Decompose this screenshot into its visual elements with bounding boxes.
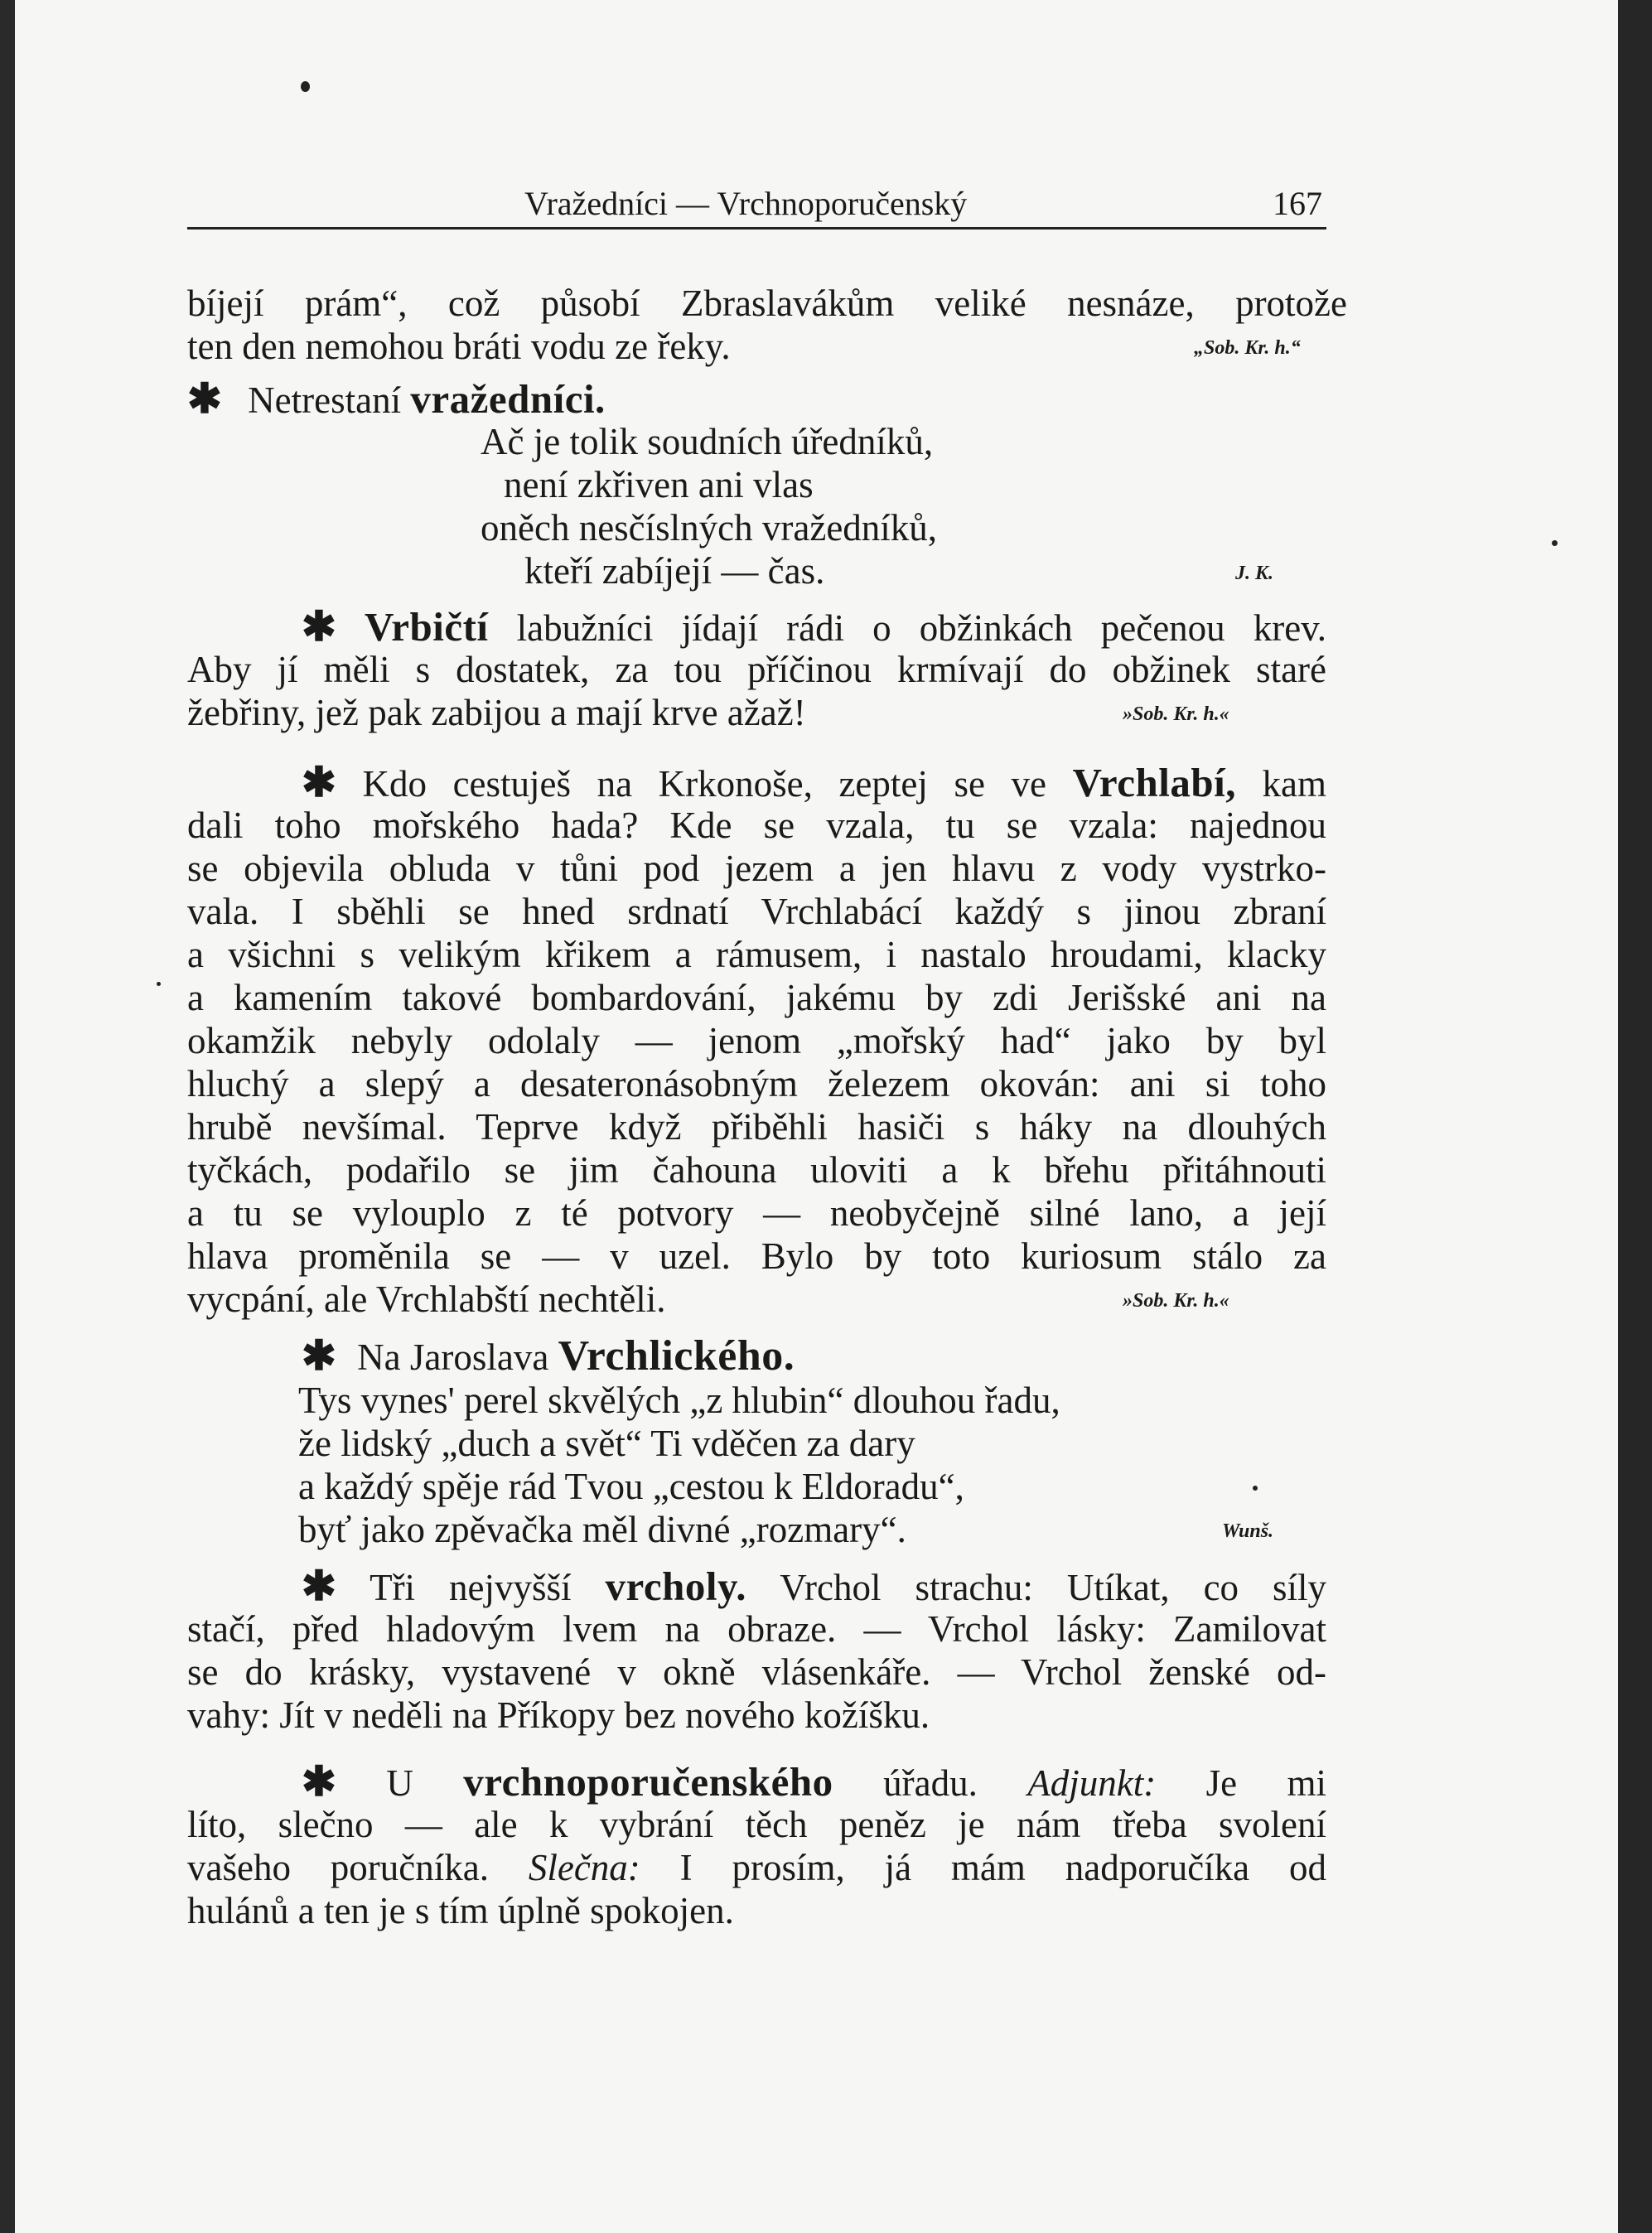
entry-heading-line (302, 1564, 1326, 1607)
entry-intro: Netrestaní (248, 379, 402, 421)
verse-line: kteří zabíjejí — čas. (524, 550, 825, 592)
entry-text: Tři nejvyšší (370, 1567, 572, 1608)
asterisk-marker: ✱ (302, 759, 336, 805)
text-line: bíjejí prám“, což působí Zbraslavákům veliké nesnáze, protože (187, 283, 1347, 324)
verse-line: Tys vynes' perel skvělých „z hlubin“ dlouhou řadu, (298, 1380, 1060, 1421)
entry-text: úřadu. (883, 1762, 978, 1804)
text-line: se objevila obluda v tůni pod jezem a jen hlavu z vody vystrko- (187, 848, 1326, 889)
entry-heading-line (302, 1760, 1326, 1803)
text-line: a kamením takové bombardování, jakému by zdi Jerišské ani na (187, 977, 1326, 1018)
speaker-label: Adjunkt: (1027, 1762, 1157, 1804)
entry-keyword: vrchnoporučenského (463, 1759, 833, 1805)
text-line: a tu se vylouplo z té potvory — neobyčejně silné lano, a její (187, 1192, 1326, 1234)
text-line: okamžik nebyly odolaly — jenom „mořský had“ jako by byl (187, 1020, 1326, 1061)
ink-speck (301, 81, 310, 92)
source-citation: J. K. (1235, 563, 1274, 584)
entry-heading-line (187, 377, 1326, 420)
verse-line: byť jako zpěvačka měl divné „rozmary“. (298, 1509, 906, 1550)
text-line: hluchý a slepý a desateronásobným železem okován: ani si toho (187, 1063, 1326, 1104)
entry-text: Kdo cestuješ na Krkonoše, zeptej se ve (362, 763, 1047, 805)
entry-text: Vrchol strachu: Utíkat, co síly (780, 1567, 1327, 1608)
ink-speck (1253, 1486, 1258, 1491)
text-line: a všichni s velikým křikem a rámusem, i nastalo hroudami, klacky (187, 934, 1326, 975)
running-title: Vražedníci — Vrchnoporučenský (524, 185, 968, 222)
text-line: ten den nemohou bráti vodu ze řeky. (187, 326, 731, 367)
text-line: vala. I sběhli se hned srdnatí Vrchlabácí každý s jinou zbraní (187, 891, 1326, 932)
entry-text: labužníci jídají rádi o obžinkách pečenou krev. (516, 607, 1327, 649)
text-line: líto, slečno — ale k vybrání těch peněz je nám třeba svolení (187, 1804, 1326, 1845)
page-edge-shadow (1618, 0, 1652, 2233)
source-citation: „Sob. Kr. h.“ (1194, 337, 1301, 359)
verse-line: není zkřiven ani vlas (504, 464, 814, 505)
text-line: dali toho mořského hada? Kde se vzala, tu se vzala: najednou (187, 805, 1326, 846)
asterisk-marker: ✱ (302, 1563, 336, 1609)
asterisk-marker: ✱ (302, 1758, 336, 1805)
text-line: hulánů a ten je s tím úplně spokojen. (187, 1890, 734, 1931)
asterisk-marker: ✱ (302, 603, 336, 650)
running-head (187, 181, 1326, 230)
text-line: hlava proměnila se — v uzel. Bylo by toto kuriosum stálo za (187, 1235, 1326, 1277)
entry-heading-line (302, 761, 1326, 804)
verse-line: že lidský „duch a svět“ Ti vděčen za dary (298, 1423, 915, 1464)
text-line: hrubě nevšímal. Teprve když přiběhli hasiči s háky na dlouhých (187, 1106, 1326, 1148)
text-line: tyčkách, podařilo se jim čahouna uloviti a k břehu přitáhnouti (187, 1149, 1326, 1191)
entry-text: Je mi (1205, 1762, 1327, 1804)
binding-shadow (0, 0, 15, 2233)
ink-speck (157, 982, 161, 986)
entry-keyword: Vrchlabí, (1072, 760, 1236, 805)
entry-heading-line (302, 605, 1326, 648)
verse-line: oněch nesčíslných vražedníků, (481, 507, 938, 549)
text-line: se do krásky, vystavené v okně vlásenkáře. — Vrchol ženské od- (187, 1651, 1326, 1693)
entry-keyword: vražedníci. (410, 376, 606, 422)
text-line (187, 1846, 1326, 1889)
entry-keyword: vrcholy. (605, 1564, 747, 1609)
asterisk-marker: ✱ (187, 375, 222, 422)
page-number: 167 (1273, 185, 1322, 222)
text-line: vahy: Jít v neděli na Příkopy bez nového kožíšku. (187, 1694, 930, 1736)
ink-speck (1552, 540, 1558, 546)
asterisk-marker: ✱ (302, 1332, 336, 1379)
text-line: žebřiny, jež pak zabijou a mají krve ažaž! (187, 692, 806, 733)
entry-intro: Na Jaroslava (357, 1336, 549, 1378)
book-page (15, 0, 1618, 2233)
entry-text: I prosím, já mám nadporučíka od (679, 1847, 1327, 1888)
verse-line: a každý spěje rád Tvou „cestou k Eldoradu“, (298, 1466, 964, 1507)
text-line: Aby jí měli s dostatek, za tou příčinou krmívají do obžinek staré (187, 649, 1326, 690)
source-citation: »Sob. Kr. h.« (1123, 703, 1229, 725)
text-line: stačí, před hladovým lvem na obraze. — Vrchol lásky: Zamilovat (187, 1608, 1326, 1650)
entry-text: vašeho poručníka. (187, 1847, 489, 1888)
entry-heading-line (302, 1332, 1441, 1380)
entry-keyword: Vrbičtí (364, 604, 489, 650)
text-line: vycpání, ale Vrchlabští nechtěli. (187, 1278, 666, 1320)
source-citation: Wunš. (1222, 1520, 1274, 1542)
entry-text: kam (1262, 763, 1327, 805)
entry-keyword: Vrchlického. (558, 1332, 795, 1380)
verse-line: Ač je tolik soudních úředníků, (481, 421, 934, 462)
speaker-label: Slečna: (528, 1847, 640, 1888)
entry-intro: U (386, 1762, 413, 1804)
source-citation: »Sob. Kr. h.« (1123, 1290, 1229, 1312)
